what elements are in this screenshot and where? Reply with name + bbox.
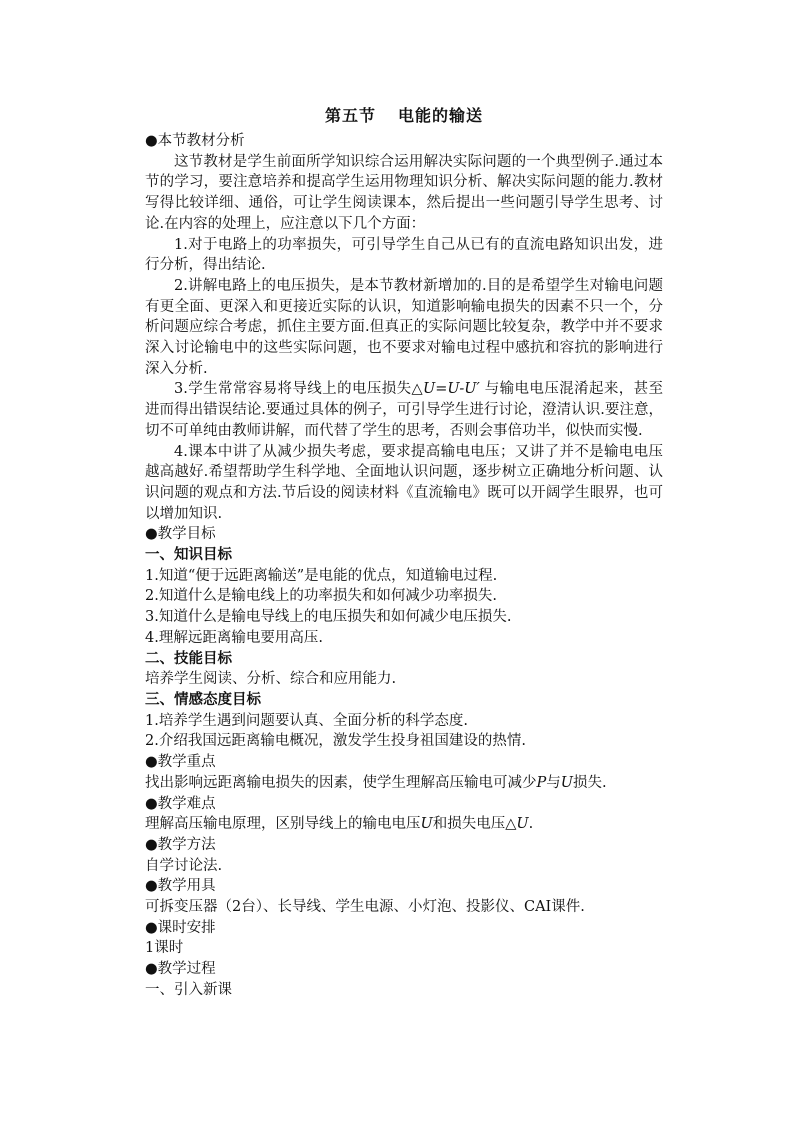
key-points-text-b: 损失. <box>573 774 607 791</box>
analysis-point-2: 2.讲解电路上的电压损失，是本节教材新增加的.目的是希望学生对输电问题有更全面、更深入和更接近实际的认识，知道影响输电损失的因素不只一个，分析问题应综合考虑，抓住主要方面.但真正的实际问题比较复杂，教学中并不要求深入讨论输电中的这些实际问题，也不要求对输电过程中感抗和容抗的影响进行深入分析. <box>145 277 663 377</box>
skill-goals-heading: 二、技能目标 <box>145 649 232 667</box>
goals-heading: ●教学目标 <box>145 526 216 543</box>
difficulty-heading: ●教学难点 <box>145 795 216 812</box>
method-text: 自学讨论法. <box>145 857 223 874</box>
voltage-variable: U <box>560 774 573 791</box>
analysis-intro: 这节教材是学生前面所学知识综合运用解决实际问题的一个典型例子.通过本节的学习，要注意培养和提高学生运用物理知识分析、解决实际问题的能力.教材写得比较详细、通俗，可让学生阅读课本，然后提出一些问题引导学生思考、讨论.在内容的处理上，应注意以下几个方面： <box>145 153 663 232</box>
schedule-heading: ●课时安排 <box>145 919 216 936</box>
page-title <box>145 105 663 127</box>
attitude-goal-1: 1.培养学生遇到问题要认真、全面分析的科学态度. <box>145 712 468 729</box>
voltage-loss-formula: U=U-U′ <box>423 381 480 398</box>
analysis-point-3 <box>145 379 663 441</box>
power-variable: P <box>536 774 547 791</box>
tools-text: 可拆变压器（2台）、长导线、学生电源、小灯泡、投影仪、CAI课件. <box>145 899 585 916</box>
difficulty-text <box>145 814 663 835</box>
tools-heading: ●教学用具 <box>145 878 216 895</box>
difficulty-text-a: 理解高压输电原理，区别导线上的输电电压 <box>145 816 421 833</box>
knowledge-goal-3: 3.知道什么是输电导线上的电压损失和如何减少电压损失. <box>145 609 512 626</box>
attitude-goals-heading: 三、情感态度目标 <box>145 690 261 708</box>
voltage-variable: U <box>420 816 433 833</box>
section-number: 第五节 <box>324 106 376 125</box>
key-points-heading: ●教学重点 <box>145 754 216 771</box>
knowledge-goal-1: 1.知道“便于远距离输送”是电能的优点，知道输电过程. <box>145 567 498 584</box>
document-page <box>145 105 663 1001</box>
analysis-point-3-text-b: 与输电电压混淆起来，甚至进而得出错误结论.要通过具体的例子，可引导学生进行讨论，澄清认识.要注意，切不可单纯由教师讲解，而代替了学生的思考，否则会事倍功半，似快而实慢. <box>145 381 664 439</box>
analysis-point-1: 1.对于电路上的功率损失，可引导学生自己从已有的直流电路知识出发，进行分析，得出结论. <box>145 236 663 274</box>
knowledge-goal-4: 4.理解远距离输电要用高压. <box>145 629 323 646</box>
voltage-loss-variable: U <box>516 816 529 833</box>
skill-goal-1: 培养学生阅读、分析、综合和应用能力. <box>145 671 397 688</box>
process-heading: ●教学过程 <box>145 961 216 978</box>
analysis-point-4: 4.课本中讲了从减少损失考虑，要求提高输电电压；又讲了并不是输电电压越高越好.希望帮助学生科学地、全面地认识问题，逐步树立正确地分析问题、认识问题的观点和方法.节后设的阅读材料《直流输电》既可以开阔学生眼界，也可以增加知识. <box>145 443 663 522</box>
section-name: 电能的输送 <box>398 106 484 125</box>
analysis-heading: ●本节教材分析 <box>145 133 245 149</box>
key-points-text-mid: 与 <box>546 774 561 791</box>
difficulty-text-mid: 和损失电压△ <box>432 816 517 833</box>
process-step-1: 一、引入新课 <box>145 981 232 998</box>
difficulty-text-b: . <box>528 816 534 833</box>
attitude-goal-2: 2.介绍我国远距离输电概况，激发学生投身祖国建设的热情. <box>145 733 526 750</box>
knowledge-goals-heading: 一、知识目标 <box>145 546 232 564</box>
knowledge-goal-2: 2.知道什么是输电线上的功率损失和如何减少功率损失. <box>145 588 497 605</box>
key-points-text-a: 找出影响远距离输电损失的因素，使学生理解高压输电可减少 <box>145 774 537 791</box>
method-heading: ●教学方法 <box>145 836 216 853</box>
schedule-text: 1课时 <box>145 940 184 957</box>
analysis-point-3-text-a: 3.学生常常容易将导线上的电压损失△ <box>174 381 424 398</box>
key-points-text <box>145 773 663 794</box>
